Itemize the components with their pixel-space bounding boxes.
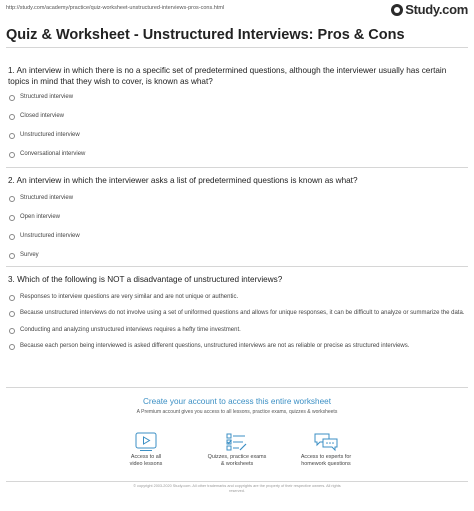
options-list: [8, 94, 466, 159]
chat-bubbles-icon: [313, 432, 339, 452]
feature-label: Access to all video lessons: [129, 454, 163, 467]
question-1: [8, 66, 466, 159]
question-text: 1. An interview in which there is no a specific set of predetermined questions, although the interviewer usually has certain topics in mind that they wish to cover, is known as what?: [8, 66, 447, 86]
footer-divider: [6, 481, 468, 482]
option-label: Because each person being interviewed is asked different questions, unstructured interviews are not as reliable or precise as structured interviews.: [20, 343, 410, 350]
option[interactable]: [8, 132, 466, 140]
option-label: Unstructured interview: [20, 132, 80, 139]
logo-text: Study.com: [405, 2, 468, 17]
feature-label: Access to experts for homework questions: [300, 454, 352, 467]
radio-icon[interactable]: [9, 295, 15, 301]
page-title: Quiz & Worksheet - Unstructured Interviews: Pros & Cons: [6, 27, 405, 43]
radio-icon[interactable]: [9, 133, 15, 139]
radio-icon[interactable]: [9, 311, 15, 317]
section-divider: [6, 387, 468, 388]
logo-icon: [391, 4, 403, 16]
radio-icon[interactable]: [9, 328, 15, 334]
option-label: Survey: [20, 251, 39, 258]
radio-icon[interactable]: [9, 253, 15, 259]
options-list: [8, 294, 466, 351]
quiz-checklist-icon: [225, 432, 249, 452]
premium-promo: [0, 397, 474, 415]
option[interactable]: [8, 343, 466, 351]
option-label: Conversational interview: [20, 151, 86, 158]
page-url: http://study.com/academy/practice/quiz-worksheet-unstructured-interviews-pros-cons.html: [6, 5, 225, 11]
feature-experts: [271, 432, 381, 468]
question-2: [8, 176, 466, 259]
option[interactable]: [8, 233, 466, 241]
promo-title[interactable]: Create your account to access this entire worksheet: [143, 397, 331, 406]
question-3: [8, 275, 466, 351]
radio-icon[interactable]: [9, 114, 15, 120]
title-divider: [6, 47, 468, 48]
question-text: 2. An interview in which the interviewer asks a list of predetermined questions is known as what?: [8, 176, 358, 185]
radio-icon[interactable]: [9, 196, 15, 202]
question-text: 3. Which of the following is NOT a disadvantage of unstructured interviews?: [8, 275, 283, 284]
video-play-icon: [135, 432, 157, 452]
options-list: [8, 195, 466, 260]
question-divider: [6, 167, 468, 168]
option[interactable]: [8, 94, 466, 102]
question-divider: [6, 266, 468, 267]
radio-icon[interactable]: [9, 95, 15, 101]
radio-icon[interactable]: [9, 152, 15, 158]
option-label: Responses to interview questions are very similar and are not unique or authentic.: [20, 293, 239, 300]
option[interactable]: [8, 294, 466, 302]
option[interactable]: [8, 195, 466, 203]
option-label: Because unstructured interviews do not involve using a set of uniformed questions and allows for unique responses, it can be difficult to analyze or summarize the data.: [20, 310, 465, 317]
option-label: Unstructured interview: [20, 232, 80, 239]
copyright-footer: © copyright 2003-2020 Study.com. All other trademarks and copyrights are the property of their respective owners. All rights reserved.: [133, 484, 341, 493]
feature-label: Quizzes, practice exams & worksheets: [207, 454, 267, 467]
option-label: Structured interview: [20, 94, 74, 100]
study-logo[interactable]: [391, 2, 468, 17]
option-label: Conducting and analyzing unstructured interviews requires a hefty time investment.: [20, 326, 241, 333]
option-label: Open interview: [20, 213, 61, 220]
radio-icon[interactable]: [9, 344, 15, 350]
option-label: Closed interview: [20, 113, 65, 120]
option-label: Structured interview: [20, 194, 74, 201]
radio-icon[interactable]: [9, 234, 15, 240]
option[interactable]: [8, 214, 466, 222]
option[interactable]: [8, 310, 466, 318]
option[interactable]: [8, 151, 466, 159]
option[interactable]: [8, 327, 466, 335]
option[interactable]: [8, 113, 466, 121]
promo-subtitle: A Premium account gives you access to all lessons, practice exams, quizzes & worksheets: [136, 409, 338, 415]
top-bar: [6, 3, 468, 19]
radio-icon[interactable]: [9, 215, 15, 221]
option[interactable]: [8, 252, 466, 260]
